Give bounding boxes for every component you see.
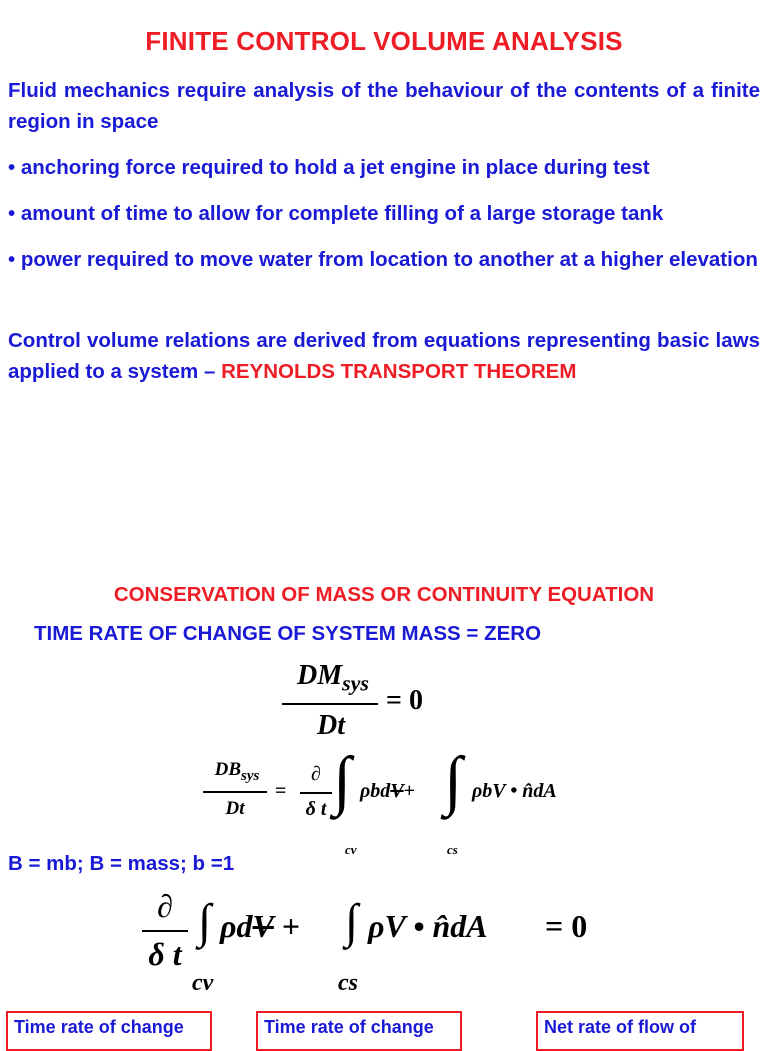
eq3-limit-cv: cv — [192, 970, 214, 996]
bullet-1: • anchoring force required to hold a jet engine in place during test — [8, 156, 650, 179]
eq3-integral-2-icon: ∫ — [345, 895, 359, 948]
box-time-rate-cv: Time rate of change — [6, 1011, 212, 1051]
box-net-rate: Net rate of flow of — [536, 1011, 744, 1051]
page-title: FINITE CONTROL VOLUME ANALYSIS — [145, 26, 623, 56]
eq2-partial: ∂ — [311, 763, 321, 785]
eq2-d-bar — [300, 792, 332, 794]
eq1-rhs: = 0 — [386, 685, 423, 716]
eq2-integrand-1: ρbdV+ — [360, 780, 416, 802]
eq2-integrand-2: ρbV • n̂dA — [472, 780, 557, 802]
box-time-rate-cs: Time rate of change — [256, 1011, 462, 1051]
eq2-limit-cs: cs — [447, 842, 458, 857]
eq2-lhs-bar — [203, 791, 267, 793]
eq3-rhs: = 0 — [545, 908, 588, 944]
eq1-numerator: $DM_{sys}$ — [296, 660, 369, 696]
eq2-delta-t: δ t — [305, 798, 327, 820]
intro-paragraph: Fluid mechanics require analysis of the behaviour of the contents of a finite region in space — [8, 79, 760, 133]
eq3-d-bar — [142, 930, 188, 932]
eq3-limit-cs: cs — [338, 970, 358, 996]
eq3-delta-t: δ t — [148, 936, 182, 972]
eq3-integrand-1: ρdV + — [220, 908, 301, 944]
eq3-integrand-2: ρV • n̂dA — [368, 908, 488, 944]
eq3-partial: ∂ — [157, 888, 173, 924]
eq2-lhs-numerator: $DB_{sys}$ — [214, 759, 260, 784]
eq1-fraction-bar — [282, 703, 378, 705]
eq2-integral-2-icon: ∫ — [444, 744, 463, 817]
eq2-lhs-denominator: Dt — [225, 798, 245, 819]
section-title: CONSERVATION OF MASS OR CONTINUITY EQUATION — [113, 583, 655, 606]
b-definition: B = mb; B = mass; b =1 — [8, 852, 235, 875]
cv-text: Control volume relations are derived from equations representing basic laws applied to a system – — [8, 329, 760, 383]
eq2-equals: = — [275, 780, 287, 802]
eq2-limit-cv: cv — [345, 842, 357, 857]
bullet-2: • amount of time to allow for complete filling of a large storage tank — [8, 202, 664, 225]
eq2-integral-1-icon: ∫ — [333, 744, 352, 817]
eq1-denominator: Dt — [317, 710, 345, 741]
bullet-3: • power required to move water from location to another at a higher elevation — [8, 248, 758, 271]
control-volume-paragraph — [8, 325, 760, 387]
eq3-integral-1-icon: ∫ — [198, 895, 212, 948]
mass-statement: TIME RATE OF CHANGE OF SYSTEM MASS = ZERO — [34, 622, 542, 645]
rtt-highlight: REYNOLDS TRANSPORT THEOREM — [221, 360, 577, 383]
